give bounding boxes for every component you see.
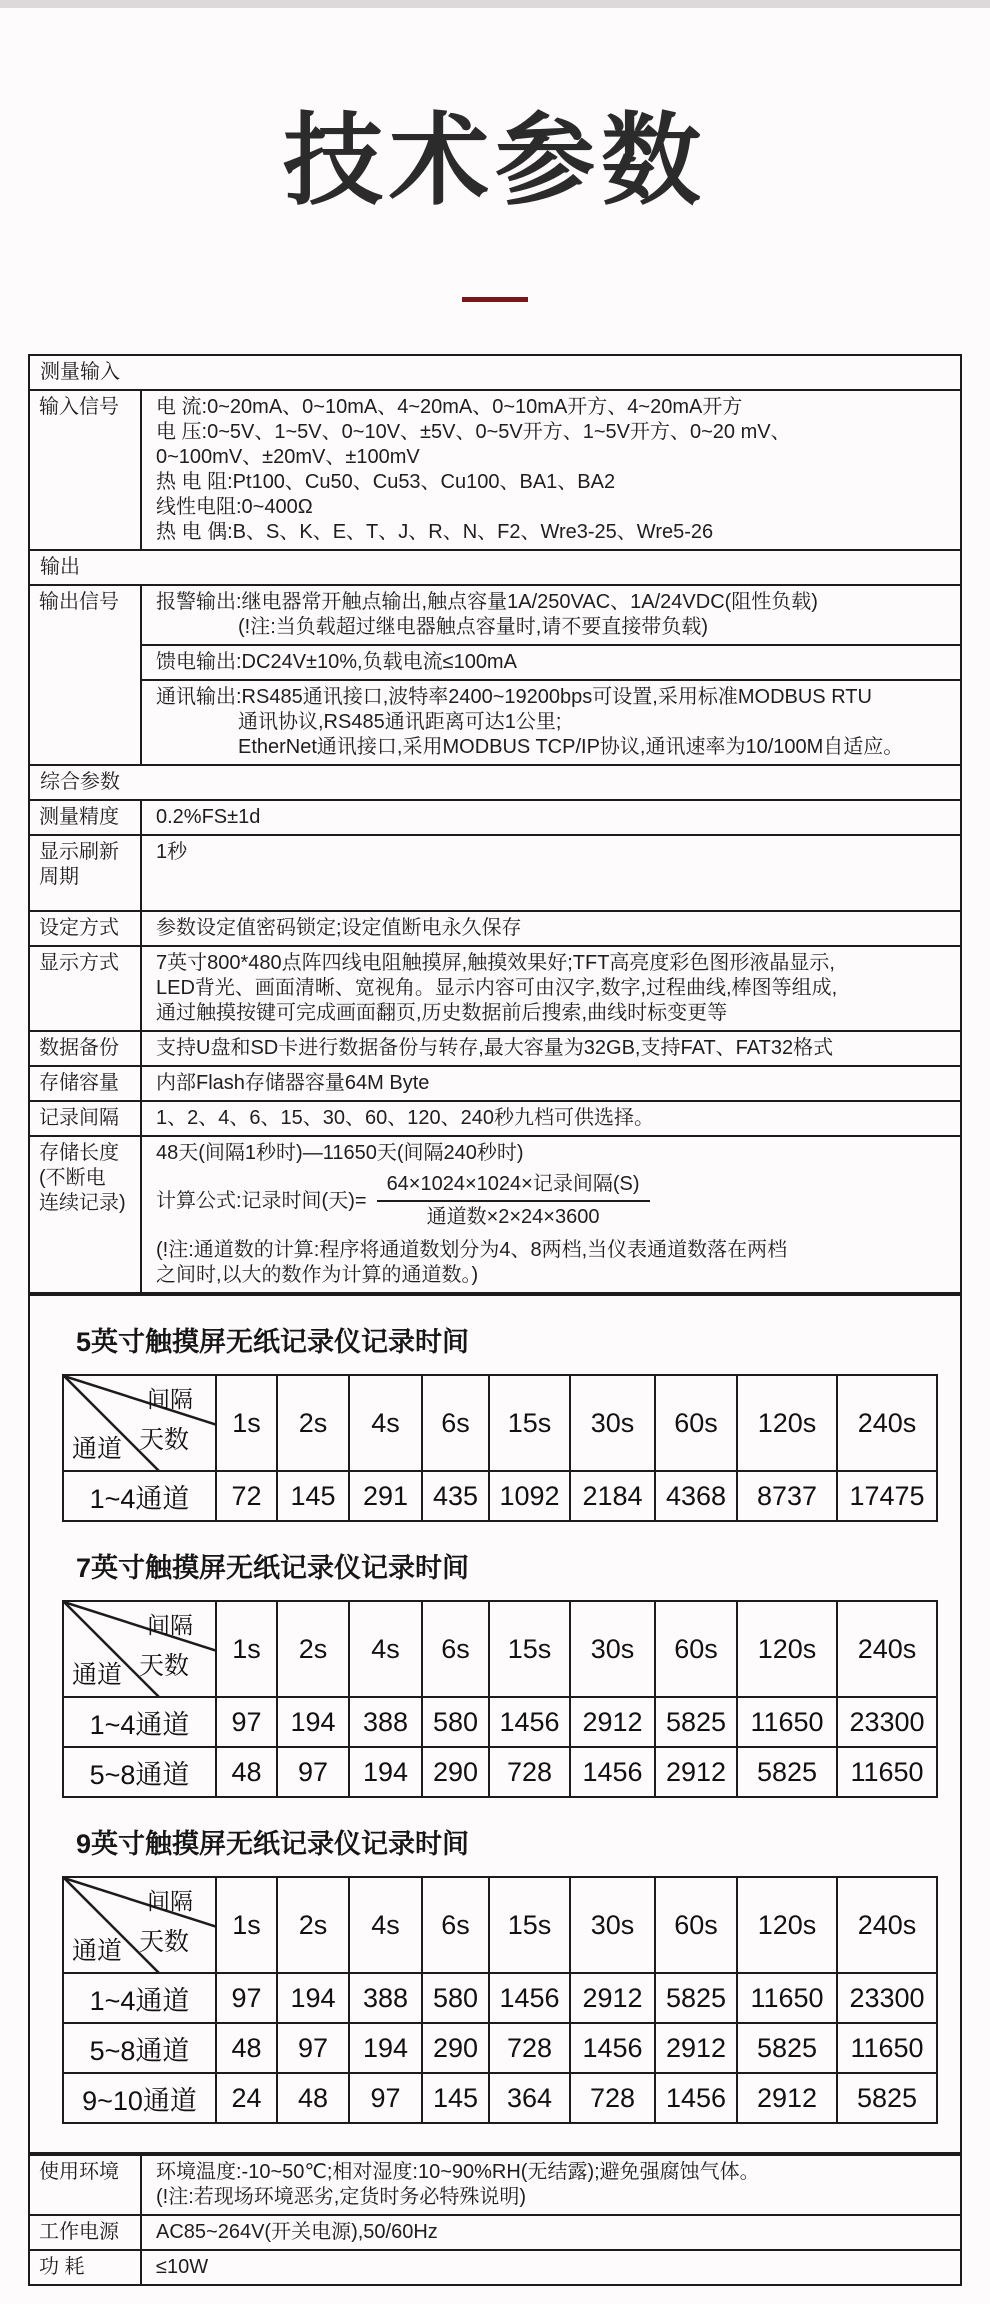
- row-value: [142, 2156, 960, 2214]
- days-value: 1456: [570, 1747, 655, 1797]
- spec-table: [28, 354, 962, 1294]
- days-value: 24: [216, 2073, 277, 2123]
- row-value: ≤10W: [156, 2256, 209, 2278]
- days-value: 1456: [655, 2073, 737, 2123]
- corner-label-days: 天数: [138, 1928, 189, 1956]
- days-value: 728: [489, 2023, 570, 2073]
- row-general-header: [30, 764, 960, 799]
- corner-label-channel: 通道: [72, 1937, 123, 1965]
- row-input-signal: [30, 389, 960, 549]
- record-table-9inch: [62, 1876, 938, 2124]
- fraction-numerator: 64×1024×1024×记录间隔(S): [377, 1172, 650, 1202]
- interval-header: 60s: [655, 1375, 737, 1471]
- interval-header: 6s: [422, 1877, 489, 1973]
- days-value: 290: [422, 2023, 489, 2073]
- interval-header: 240s: [837, 1375, 937, 1471]
- days-value: 194: [349, 2023, 422, 2073]
- row-label: 测量精度: [30, 801, 142, 834]
- row-storage-length: [30, 1135, 960, 1292]
- corner-label-days: 天数: [138, 1426, 189, 1454]
- days-value: 291: [349, 1471, 422, 1521]
- row-label: 工作电源: [30, 2216, 142, 2249]
- row-value: [142, 1137, 960, 1292]
- days-value: 17475: [837, 1471, 937, 1521]
- table-row: [63, 2023, 937, 2073]
- formula-prefix: 计算公式:记录时间(天)=: [156, 1189, 367, 1212]
- days-value: 1456: [489, 1697, 570, 1747]
- input-signal-line: 热 电 阻:Pt100、Cu50、Cu53、Cu100、BA1、BA2: [156, 471, 616, 493]
- days-value: 435: [422, 1471, 489, 1521]
- interval-header: 1s: [216, 1375, 277, 1471]
- row-label: [30, 1137, 142, 1292]
- table-row: [63, 1747, 937, 1797]
- comm-output-line: 通讯输出:RS485通讯接口,波特率2400~19200bps可设置,采用标准MODBUS RTU: [156, 686, 872, 708]
- red-divider: [462, 297, 528, 302]
- channel-row-label: 1~4通道: [63, 1697, 216, 1747]
- days-value: 5825: [737, 2023, 837, 2073]
- days-value: 580: [422, 1697, 489, 1747]
- section-header: 输出: [40, 556, 80, 578]
- formula-fraction: [377, 1172, 650, 1230]
- days-value: 48: [216, 1747, 277, 1797]
- diagonal-header-cell: [63, 1877, 216, 1973]
- record-table-title-7inch: 7英寸触摸屏无纸记录仪记录时间: [76, 1553, 470, 1583]
- alarm-output: [142, 586, 960, 644]
- record-tables-box: [28, 1294, 962, 2154]
- storage-length-formula: [156, 1172, 952, 1230]
- display-mode-line: LED背光、画面清晰、宽视角。显示内容可由汉字,数字,过程曲线,棒图等组成,: [156, 977, 838, 999]
- alarm-output-line: 报警输出:继电器常开触点输出,触点容量1A/250VAC、1A/24VDC(阻性负载): [156, 591, 818, 613]
- days-value: 97: [349, 2073, 422, 2123]
- row-measure-input-header: [30, 356, 960, 389]
- interval-header: 15s: [489, 1601, 570, 1697]
- interval-header: 4s: [349, 1375, 422, 1471]
- comm-output-line: EtherNet通讯接口,采用MODBUS TCP/IP协议,通讯速率为10/100M自适应。: [238, 736, 904, 758]
- alarm-output-note: (!注:当负载超过继电器触点容量时,请不要直接带负载): [238, 616, 708, 638]
- row-label: 输出信号: [30, 586, 142, 764]
- days-value: 11650: [737, 1973, 837, 2023]
- row-display-mode: [30, 945, 960, 1030]
- days-value: 2912: [570, 1973, 655, 2023]
- days-value: 2912: [655, 2023, 737, 2073]
- table-row: [63, 1973, 937, 2023]
- row-value: [142, 586, 960, 764]
- interval-header: 120s: [737, 1877, 837, 1973]
- days-value: 388: [349, 1697, 422, 1747]
- days-value: 194: [277, 1697, 349, 1747]
- display-mode-line: 7英寸800*480点阵四线电阻触摸屏,触摸效果好;TFT高亮度彩色图形液晶显示,: [156, 952, 835, 974]
- table-row: [63, 2073, 937, 2123]
- corner-label-days: 天数: [138, 1652, 189, 1680]
- diagonal-header-cell: [63, 1601, 216, 1697]
- days-value: 97: [216, 1973, 277, 2023]
- days-value: 388: [349, 1973, 422, 2023]
- record-table-title-9inch: 9英寸触摸屏无纸记录仪记录时间: [76, 1829, 470, 1859]
- interval-header: 120s: [737, 1601, 837, 1697]
- interval-header: 1s: [216, 1601, 277, 1697]
- days-value: 48: [277, 2073, 349, 2123]
- row-label: [30, 836, 142, 910]
- days-value: 11650: [837, 2023, 937, 2073]
- row-label: 存储容量: [30, 1067, 142, 1100]
- row-label-line: 显示刷新: [39, 841, 119, 863]
- row-value: 0.2%FS±1d: [156, 806, 261, 828]
- days-value: 48: [216, 2023, 277, 2073]
- days-value: 23300: [837, 1697, 937, 1747]
- days-value: 5825: [737, 1747, 837, 1797]
- interval-header: 30s: [570, 1375, 655, 1471]
- days-value: 290: [422, 1747, 489, 1797]
- storage-length-note: 之间时,以大的数作为计算的通道数。): [156, 1264, 479, 1286]
- diagonal-header-cell: [63, 1375, 216, 1471]
- days-value: 2184: [570, 1471, 655, 1521]
- days-value: 145: [422, 2073, 489, 2123]
- days-value: 1456: [570, 2023, 655, 2073]
- fraction-denominator: 通道数×2×24×3600: [426, 1206, 600, 1228]
- row-accuracy: [30, 799, 960, 834]
- row-label: 显示方式: [30, 947, 142, 1030]
- days-value: 2912: [655, 1747, 737, 1797]
- days-value: 2912: [737, 2073, 837, 2123]
- row-label-line: 连续记录): [39, 1192, 126, 1214]
- interval-header: 30s: [570, 1877, 655, 1973]
- record-table-7inch: [62, 1600, 938, 1798]
- input-signal-line: 电 压:0~5V、1~5V、0~10V、±5V、0~5V开方、1~5V开方、0~20 mV、: [156, 421, 791, 443]
- row-value: [142, 391, 960, 549]
- bottom-box: [28, 2154, 962, 2286]
- interval-header: 60s: [655, 1601, 737, 1697]
- table-row: [63, 1697, 937, 1747]
- corner-label-channel: 通道: [72, 1435, 123, 1463]
- display-mode-line: 通过触摸按键可完成画面翻页,历史数据前后搜索,曲线时标变更等: [156, 1002, 728, 1024]
- row-value: 参数设定值密码锁定;设定值断电永久保存: [156, 917, 522, 939]
- interval-header: 30s: [570, 1601, 655, 1697]
- input-signal-line: 线性电阻:0~400Ω: [156, 496, 313, 518]
- row-output-header: [30, 549, 960, 584]
- row-storage-capacity: [30, 1065, 960, 1100]
- channel-row-label: 1~4通道: [63, 1973, 216, 2023]
- interval-header: 1s: [216, 1877, 277, 1973]
- section-header: 综合参数: [40, 771, 120, 793]
- days-value: 194: [349, 1747, 422, 1797]
- days-value: 728: [489, 1747, 570, 1797]
- days-value: 580: [422, 1973, 489, 2023]
- row-power-supply: [30, 2214, 960, 2249]
- row-label: 记录间隔: [30, 1102, 142, 1135]
- corner-label-interval: 间隔: [147, 1386, 193, 1412]
- feed-output: 馈电输出:DC24V±10%,负载电流≤100mA: [142, 644, 960, 679]
- row-label: 功 耗: [30, 2251, 142, 2284]
- corner-label-interval: 间隔: [147, 1612, 193, 1638]
- interval-header: 4s: [349, 1877, 422, 1973]
- row-refresh-period: [30, 834, 960, 910]
- channel-row-label: 5~8通道: [63, 1747, 216, 1797]
- row-environment: [30, 2156, 960, 2214]
- interval-header: 6s: [422, 1601, 489, 1697]
- days-value: 145: [277, 1471, 349, 1521]
- interval-header: 60s: [655, 1877, 737, 1973]
- interval-header: 120s: [737, 1375, 837, 1471]
- input-signal-line: 电 流:0~20mA、0~10mA、4~20mA、0~10mA开方、4~20mA开方: [156, 396, 743, 418]
- environment-note: (!注:若现场环境恶劣,定货时务必特殊说明): [156, 2186, 526, 2208]
- days-value: 5825: [655, 1973, 737, 2023]
- row-label-line: 存储长度: [39, 1142, 119, 1164]
- row-label: 数据备份: [30, 1032, 142, 1065]
- days-value: 23300: [837, 1973, 937, 2023]
- days-value: 11650: [837, 1747, 937, 1797]
- days-value: 2912: [570, 1697, 655, 1747]
- row-setting-mode: [30, 910, 960, 945]
- row-label: 使用环境: [30, 2156, 142, 2214]
- days-value: 1456: [489, 1973, 570, 2023]
- corner-label-interval: 间隔: [147, 1888, 193, 1914]
- interval-header: 15s: [489, 1877, 570, 1973]
- row-value: AC85~264V(开关电源),50/60Hz: [156, 2221, 438, 2243]
- row-data-backup: [30, 1030, 960, 1065]
- days-value: 5825: [655, 1697, 737, 1747]
- days-value: 5825: [837, 2073, 937, 2123]
- days-value: 11650: [737, 1697, 837, 1747]
- interval-header: 15s: [489, 1375, 570, 1471]
- channel-row-label: 5~8通道: [63, 2023, 216, 2073]
- row-label: 输入信号: [30, 391, 142, 549]
- row-value: 支持U盘和SD卡进行数据备份与转存,最大容量为32GB,支持FAT、FAT32格式: [156, 1037, 834, 1059]
- days-value: 4368: [655, 1471, 737, 1521]
- row-value: 1、2、4、6、15、30、60、120、240秒九档可供选择。: [156, 1107, 654, 1129]
- table-row: [63, 1471, 937, 1521]
- comm-output-line: 通讯协议,RS485通讯距离可达1公里;: [238, 711, 562, 733]
- row-value: [142, 947, 960, 1030]
- storage-length-range: 48天(间隔1秒时)—11650天(间隔240秒时): [156, 1142, 524, 1164]
- comm-output: [142, 679, 960, 764]
- record-table-5inch: [62, 1374, 938, 1522]
- days-value: 194: [277, 1973, 349, 2023]
- storage-length-note: (!注:通道数的计算:程序将通道数划分为4、8两档,当仪表通道数落在两档: [156, 1239, 788, 1261]
- interval-header: 240s: [837, 1877, 937, 1973]
- days-value: 364: [489, 2073, 570, 2123]
- channel-row-label: 9~10通道: [63, 2073, 216, 2123]
- interval-header: 240s: [837, 1601, 937, 1697]
- days-value: 97: [277, 1747, 349, 1797]
- record-table-title-5inch: 5英寸触摸屏无纸记录仪记录时间: [76, 1327, 470, 1357]
- interval-header: 4s: [349, 1601, 422, 1697]
- row-label-line: (不断电: [39, 1167, 106, 1189]
- row-power-consumption: [30, 2249, 960, 2284]
- section-header: 测量输入: [40, 361, 120, 383]
- interval-header: 2s: [277, 1375, 349, 1471]
- days-value: 1092: [489, 1471, 570, 1521]
- days-value: 728: [570, 2073, 655, 2123]
- interval-header: 2s: [277, 1877, 349, 1973]
- days-value: 8737: [737, 1471, 837, 1521]
- row-label: 设定方式: [30, 912, 142, 945]
- days-value: 97: [277, 2023, 349, 2073]
- page-title: 技术参数: [283, 105, 707, 217]
- row-record-interval: [30, 1100, 960, 1135]
- interval-header: 2s: [277, 1601, 349, 1697]
- row-output-signal: [30, 584, 960, 764]
- days-value: 72: [216, 1471, 277, 1521]
- days-value: 97: [216, 1697, 277, 1747]
- channel-row-label: 1~4通道: [63, 1471, 216, 1521]
- row-value: 1秒: [156, 841, 188, 863]
- top-gray-strip: [0, 0, 990, 8]
- corner-label-channel: 通道: [72, 1661, 123, 1689]
- input-signal-line: 热 电 偶:B、S、K、E、T、J、R、N、F2、Wre3-25、Wre5-26: [156, 521, 714, 543]
- interval-header: 6s: [422, 1375, 489, 1471]
- environment-line: 环境温度:-10~50℃;相对湿度:10~90%RH(无结露);避免强腐蚀气体。: [156, 2161, 760, 2183]
- row-value: 内部Flash存储器容量64M Byte: [156, 1072, 430, 1094]
- row-label-line: 周期: [39, 866, 79, 888]
- input-signal-line: 0~100mV、±20mV、±100mV: [156, 446, 420, 468]
